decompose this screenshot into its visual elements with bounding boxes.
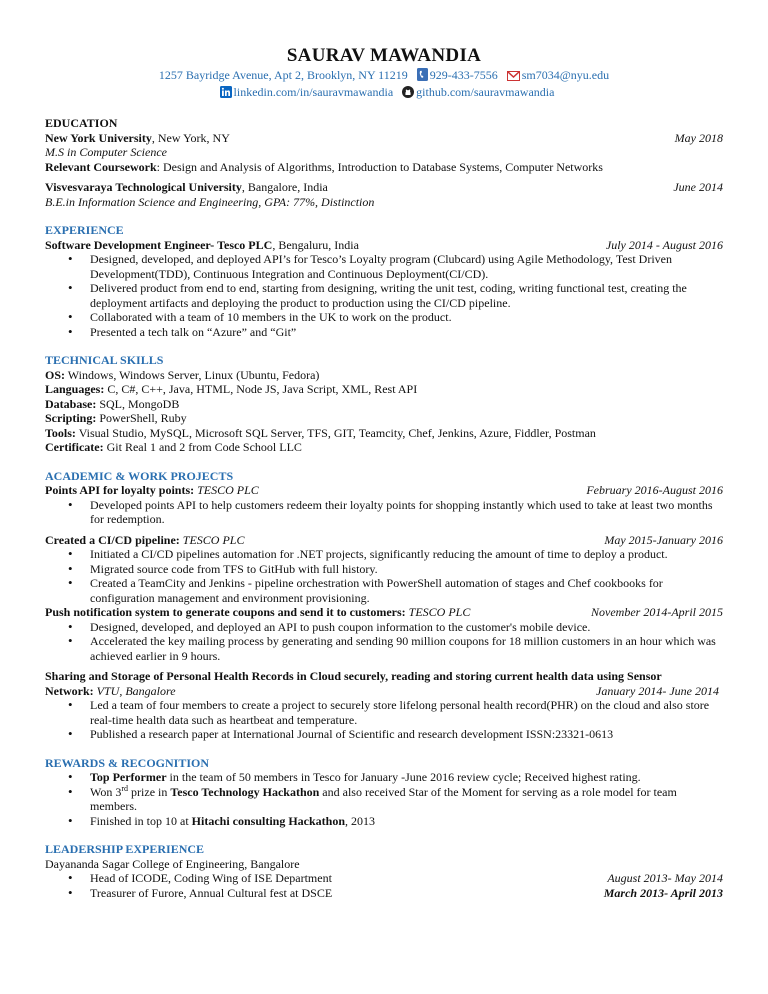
skill-value: Visual Studio, MySQL, Microsoft SQL Server, TFS, GIT, Teamcity, Chef, Jenkins, Azure, Fiddler, Postman xyxy=(75,425,596,440)
address: 1257 Bayridge Avenue, Apt 2, Brooklyn, NY 11219 xyxy=(158,68,408,82)
skill-label: Languages: xyxy=(45,382,105,396)
leadership-heading: LEADERSHIP EXPERIENCE xyxy=(45,842,205,856)
list-item: • Created a TeamCity and Jenkins - pipeline orchestration with PowerShell automation of stages and Chef cookbooks for configuration management and environment provisioning. xyxy=(90,576,723,605)
coursework-list: : Design and Analysis of Algorithms, Introduction to Database Systems, Computer Networks xyxy=(156,159,603,174)
skill-value: Windows, Windows Server, Linux (Ubuntu, Fedora) xyxy=(65,367,320,382)
phone-icon xyxy=(417,68,428,85)
contact-line-1 xyxy=(45,68,723,85)
list-item: • Migrated source code from TFS to GitHub with full history. xyxy=(90,562,723,577)
project-name: Network: xyxy=(45,683,94,698)
list-item: • Developed points API to help customers redeem their loyalty points for shopping instantly which used to take at least two months for redemption. xyxy=(90,498,723,527)
skill-label: Tools: xyxy=(45,425,76,440)
reward-title: Hitachi consulting Hackathon xyxy=(191,813,346,828)
linkedin-icon xyxy=(220,86,232,102)
phone-link[interactable]: 929-433-7556 xyxy=(429,68,498,82)
coursework-label: Relevant Coursework xyxy=(45,159,157,174)
reward-text: and also received Star of the Moment for serving as a role model for team members. xyxy=(90,784,677,813)
reward-text: prize in xyxy=(128,784,171,799)
list-item: • Designed, developed, and deployed an API to push coupon information to the customer's mobile device. xyxy=(90,620,723,635)
reward-text: , 2013 xyxy=(345,813,376,828)
project-header xyxy=(45,483,723,498)
email-link[interactable]: sm7034@nyu.edu xyxy=(521,68,610,82)
github-link[interactable]: github.com/sauravmawandia xyxy=(416,85,555,99)
job-date: July 2014 - August 2016 xyxy=(605,237,723,252)
projects-heading: ACADEMIC & WORK PROJECTS xyxy=(45,468,234,483)
leadership-org: Dayananda Sagar College of Engineering, Bangalore xyxy=(45,856,300,871)
role-text: • Treasurer of Furore, Annual Cultural fest at DSCE xyxy=(90,885,333,900)
school-location: , New York, NY xyxy=(151,130,230,145)
project-org: VTU, Bangalore xyxy=(93,683,176,698)
skill-label: Scripting: xyxy=(45,411,97,425)
degree: M.S in Computer Science xyxy=(45,145,167,159)
project-bullets xyxy=(45,620,723,664)
skill-row xyxy=(45,368,723,383)
mail-icon xyxy=(507,70,520,85)
project-date: May 2015-January 2016 xyxy=(604,532,723,547)
project-header xyxy=(45,533,723,548)
leadership-bullets xyxy=(45,871,723,900)
skills-heading: TECHNICAL SKILLS xyxy=(45,353,164,367)
project-name: Created a CI/CD pipeline: xyxy=(45,532,180,547)
education-vtu xyxy=(45,180,723,195)
list-item: • Published a research paper at International Journal of Scientific and research development ISSN:23321-0613 xyxy=(90,727,723,742)
project-bullets xyxy=(45,547,723,605)
education-nyu xyxy=(45,131,723,146)
project-name: Push notification system to generate coupons and send it to customers: xyxy=(45,605,406,619)
school-name: Visvesvaraya Technological University xyxy=(45,180,242,194)
reward-title: Tesco Technology Hackathon xyxy=(170,784,320,799)
skill-row xyxy=(45,411,723,426)
list-item: • Presented a tech talk on “Azure” and “Git” xyxy=(90,325,723,340)
skill-value: C, C#, C++, Java, HTML, Node JS, Java Script, XML, Rest API xyxy=(104,382,418,396)
skill-row xyxy=(45,440,723,455)
role-date: March 2013- April 2013 xyxy=(603,885,723,900)
resume xyxy=(45,44,723,900)
project-header xyxy=(45,605,723,620)
contact-line-2 xyxy=(45,85,723,102)
project-bullets xyxy=(45,498,723,527)
project-org: TESCO PLC xyxy=(179,532,245,547)
rewards-bullets xyxy=(45,770,723,828)
school-name: New York University xyxy=(45,130,152,145)
list-item xyxy=(90,871,723,886)
job-role: Software Development Engineer- Tesco PLC xyxy=(45,237,273,252)
skill-row xyxy=(45,426,723,441)
school-date: June 2014 xyxy=(673,180,723,194)
project-name: Points API for loyalty points: xyxy=(45,483,195,497)
project-date: January 2014- June 2014 xyxy=(596,683,719,698)
list-item: • Collaborated with a team of 10 members in the UK to work on the product. xyxy=(90,310,723,325)
project-header xyxy=(45,684,723,699)
list-item xyxy=(90,886,723,901)
school-date: May 2018 xyxy=(674,130,723,145)
list-item xyxy=(90,770,723,785)
education-heading: EDUCATION xyxy=(45,116,118,130)
skill-row xyxy=(45,382,723,397)
project-bullets xyxy=(45,698,723,742)
project-name: Sharing and Storage of Personal Health Records in Cloud securely, reading and storing current health data using Sensor xyxy=(45,669,662,683)
list-item: • Accelerated the key mailing process by generating and sending 90 million coupons for 18 million customers in an hour which was achieved earlier in 9 hours. xyxy=(90,634,723,663)
project-org: TESCO PLC xyxy=(405,605,471,619)
candidate-name: SAURAV MAWANDIA xyxy=(286,45,482,66)
list-item: • Led a team of four members to create a project to securely store lifelong personal health record(PHR) on the cloud and also store real-time health data such as heartbeat and temperature. xyxy=(90,698,723,727)
reward-text: Won 3 xyxy=(90,784,122,799)
reward-text: Finished in top 10 at xyxy=(90,813,192,828)
project-org: TESCO PLC xyxy=(194,483,259,497)
skill-label: Database: xyxy=(45,396,97,411)
github-icon xyxy=(402,86,414,102)
rewards-heading: REWARDS & RECOGNITION xyxy=(45,755,210,770)
role-date: August 2013- May 2014 xyxy=(607,871,723,885)
list-item: • Designed, developed, and deployed API’s for Tesco’s Loyalty program (Clubcard) using Agile Methodology, Test Driven Development(TDD), Continuous Integration and Continuous Deployment(CI/CD). xyxy=(90,252,723,281)
skill-label: Certificate: xyxy=(45,440,104,454)
reward-text: in the team of 50 members in Tesco for January -June 2016 review cycle; Received highest rating. xyxy=(166,770,641,784)
skill-value: Git Real 1 and 2 from Code School LLC xyxy=(103,440,302,454)
job-header xyxy=(45,238,723,253)
list-item: • Initiated a CI/CD pipelines automation for .NET projects, significantly reducing the amount of time to deploy a product. xyxy=(90,547,723,562)
job-location: , Bengaluru, India xyxy=(272,237,359,252)
linkedin-link[interactable]: linkedin.com/in/sauravmawandia xyxy=(233,85,394,99)
skill-value: PowerShell, Ruby xyxy=(96,411,187,425)
list-item: • Delivered product from end to end, starting from designing, writing the unit test, coding, writing functional test, creating the deployment artifacts and deploying the product to production using the CI/CD pipeline. xyxy=(90,281,723,310)
list-item xyxy=(90,814,723,829)
degree: B.E.in Information Science and Engineering, GPA: 77%, Distinction xyxy=(45,194,375,209)
skill-label: OS: xyxy=(45,367,66,382)
reward-title: Top Performer xyxy=(90,770,167,784)
experience-heading: EXPERIENCE xyxy=(45,223,124,237)
job-bullets xyxy=(45,252,723,339)
skill-value: SQL, MongoDB xyxy=(96,396,180,411)
ordinal-suffix: rd xyxy=(121,783,129,793)
role-text: • Head of ICODE, Coding Wing of ISE Department xyxy=(90,871,332,885)
project-date: November 2014-April 2015 xyxy=(591,605,723,619)
skill-row xyxy=(45,397,723,412)
list-item xyxy=(90,785,723,814)
school-location: , Bangalore, India xyxy=(241,180,328,194)
project-date: February 2016-August 2016 xyxy=(586,483,723,497)
coursework xyxy=(45,160,723,175)
